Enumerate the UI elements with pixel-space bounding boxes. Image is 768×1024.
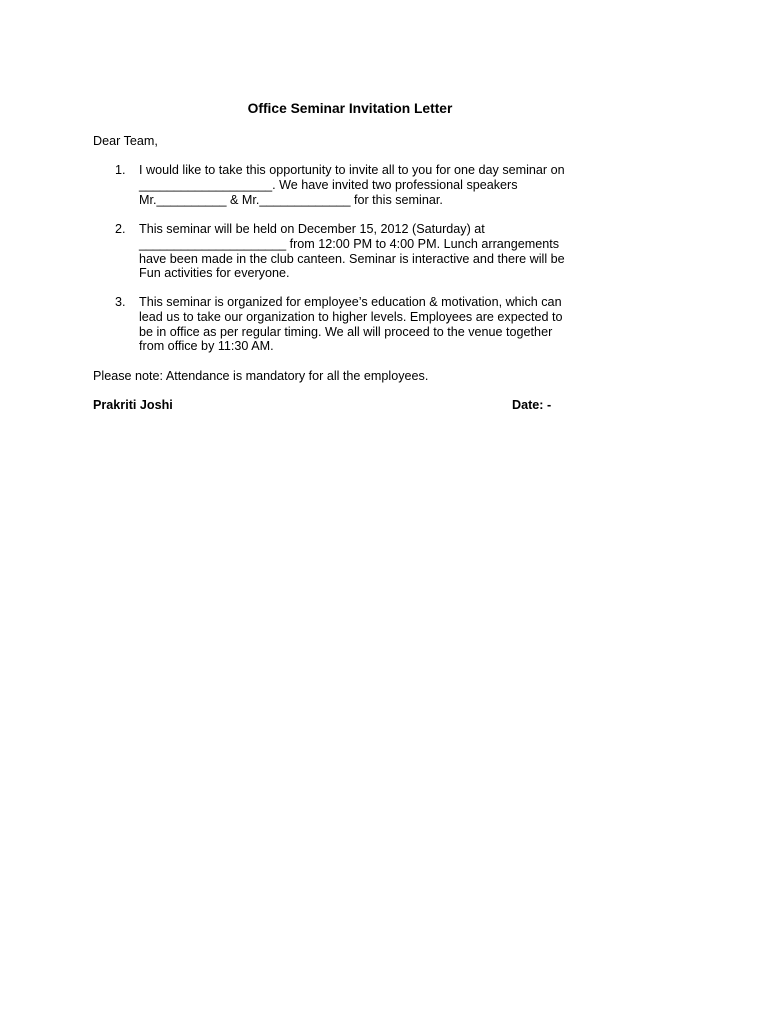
date-label: Date: - — [512, 398, 552, 412]
signer-name: Prakriti Joshi — [93, 398, 173, 412]
text-line: have been made in the club canteen. Seminar is interactive and there will be — [139, 251, 565, 266]
letter-title: Office Seminar Invitation Letter — [247, 101, 453, 116]
salutation: Dear Team, — [93, 134, 158, 148]
text-line: Mr.__________ & Mr._____________ for this seminar. — [139, 192, 443, 207]
list-item-text — [139, 222, 609, 281]
text-line: I would like to take this opportunity to invite all to you for one day seminar on — [139, 163, 565, 177]
text-line: This seminar is organized for employee’s education & motivation, which can — [139, 295, 562, 309]
text-line: Fun activities for everyone. — [139, 266, 290, 281]
text-line: lead us to take our organization to higher levels. Employees are expected to — [139, 309, 563, 324]
text-line: from office by 11:30 AM. — [139, 339, 274, 354]
text-line: _____________________ from 12:00 PM to 4:00 PM. Lunch arrangements — [139, 236, 560, 251]
list-item-text — [139, 163, 609, 207]
attendance-note: Please note: Attendance is mandatory for all the employees. — [93, 369, 429, 383]
list-item-text — [139, 295, 609, 354]
text-line: ___________________. We have invited two professional speakers — [139, 177, 518, 192]
list-item-number: 2. — [115, 222, 126, 236]
text-line: This seminar will be held on December 15, 2012 (Saturday) at — [139, 222, 485, 236]
list-item-number: 1. — [115, 163, 126, 177]
text-line: be in office as per regular timing. We all will proceed to the venue together — [139, 324, 553, 339]
list-item-number: 3. — [115, 295, 126, 309]
